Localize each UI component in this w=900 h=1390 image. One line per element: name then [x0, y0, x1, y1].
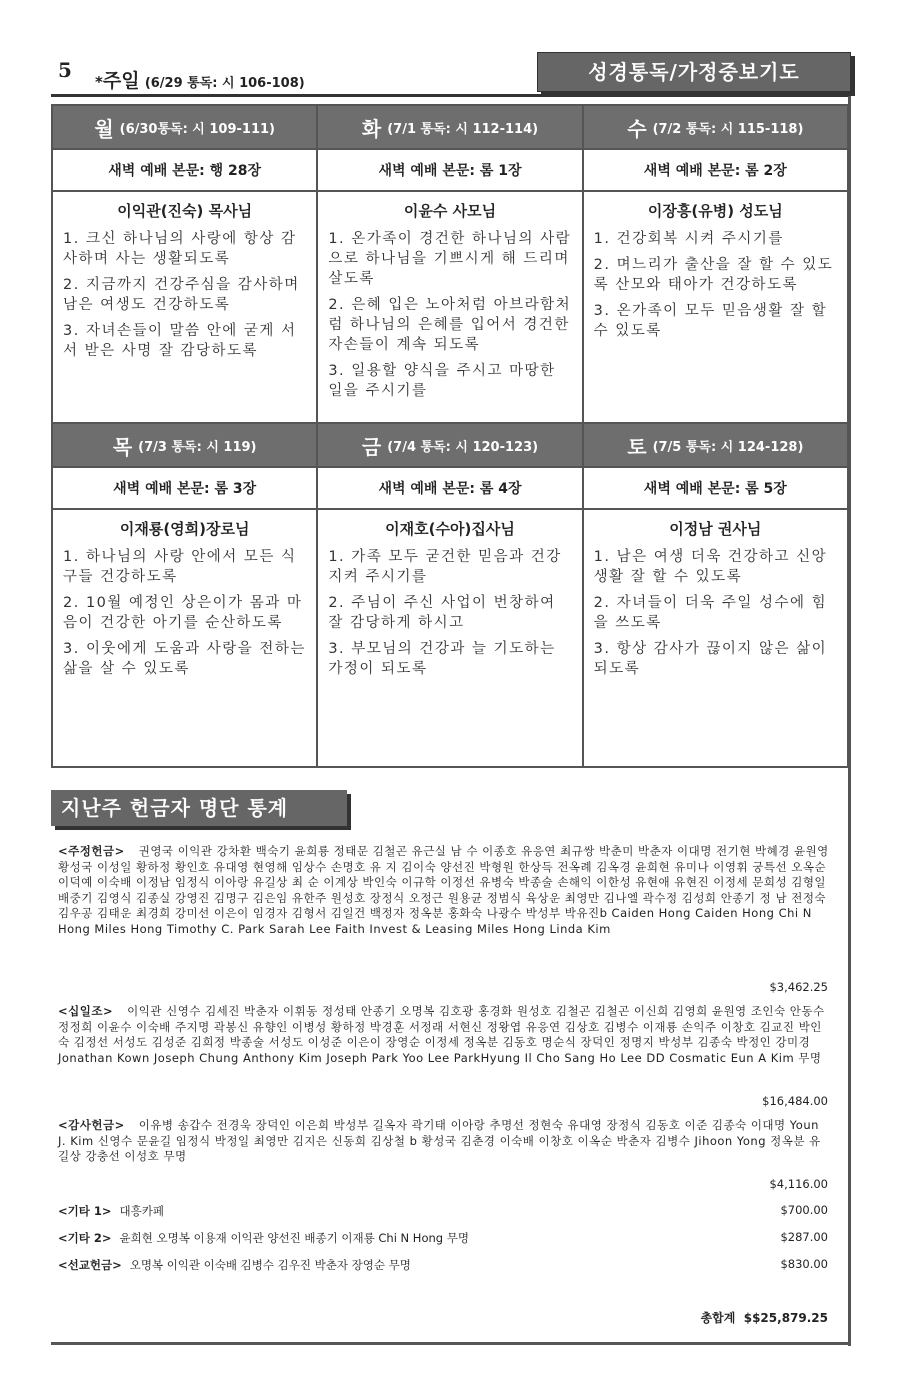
day-reading: (7/4 통독: 시 120-123) [387, 439, 539, 455]
scripture: 새벽 예배 본문: 롬 4장 [318, 466, 581, 510]
person-name: 이정남 권사님 [669, 520, 762, 538]
day-cell-mon [53, 106, 318, 422]
day-cell-wed [584, 106, 847, 422]
offering-names: 권영국 이익관 강차환 백숙기 윤희룡 정태문 김철곤 유근실 남 수 이종호 유응연 최규쌍 박춘미 박춘자 이대명 전기현 박혜경 윤원영 황성국 이성일 황하정 황인호 유대영 현영해 임상수 손명호 유 지 김이숙 양선진 박형원 한상득 전옥례 김옥경 윤희현 유미나 이영휘 궁특선 오옥순 이덕예 이숙배 이정남 임정식 이아랑 유길상 최 순 이계상 박인숙 이규학 이정선 유병숙 박종술 손해익 이한성 유현애 유현진 이정세 문희성 김형일 배중기 김영식 김종실 강영진 김명구 김은임 유한주 원성호 장정식 오정근 원용균 정범식 육상운 최영만 김나엘 곽수정 김성희 안종기 정 남 전정숙 김우공 김태운 최경희 강미선 이은이 임경자 김형서 김일건 백정자 정옥분 홍화숙 나광수 박성부 박유진b Caiden Hong Caiden Hong Chi N Hong Miles Hong Timothy C. Park Sarah Lee Faith Invest & Leasing Miles Hong Linda Kim [58, 844, 829, 936]
day-body [584, 192, 847, 422]
day-body [318, 510, 581, 766]
prayer-item: 1. 크신 하나님의 사랑에 항상 감사하며 사는 생활되도록 [63, 231, 297, 267]
prayer-item: 3. 부모님의 건강과 늘 기도하는 가정이 되도록 [328, 641, 556, 677]
person-name: 이재룡(영희)장로님 [119, 520, 250, 538]
prayer-list [53, 539, 316, 691]
offering-mission [58, 1257, 411, 1273]
prayer-item: 2. 10월 예정인 상은이가 몸과 마음이 건강한 아기를 순산하도록 [63, 595, 303, 631]
offering-names: 대흥카페 [119, 1204, 164, 1218]
offering-label: <기타 1> [58, 1204, 112, 1218]
prayer-list [584, 539, 847, 691]
prayer-list [53, 221, 316, 373]
offering-tithe [58, 844, 830, 937]
prayer-item: 3. 자녀손들이 말씀 안에 굳게 서서 받은 사명 잘 감당하도록 [63, 323, 297, 359]
header-title: 성경통독/가정중보기도 [537, 52, 851, 92]
prayer-item: 1. 남은 여생 더욱 건강하고 신앙생활 잘 할 수 있도록 [593, 549, 828, 585]
prayer-list [318, 221, 581, 413]
day-name: 목 [112, 434, 133, 459]
prayer-item: 1. 건강회복 시켜 주시기를 [593, 231, 784, 247]
day-header [318, 424, 581, 466]
offering-section-title: 지난주 헌금자 명단 통계 [51, 790, 347, 826]
day-body [318, 192, 581, 422]
offering-amount: $4,116.00 [769, 1177, 828, 1191]
offering-thanks [58, 1118, 830, 1165]
scripture: 새벽 예배 본문: 롬 1장 [318, 148, 581, 192]
offering-amount: $287.00 [780, 1230, 828, 1244]
day-name: 토 [627, 434, 647, 459]
scripture: 새벽 예배 본문: 행 28장 [53, 148, 316, 192]
day-header [318, 106, 581, 148]
prayer-item: 2. 은혜 입은 노아처럼 아브라함처럼 하나님의 은혜를 입어서 경건한 자손들이 계속 되도록 [328, 297, 572, 353]
total-label: 총합계 [700, 1311, 736, 1325]
day-body [53, 510, 316, 766]
prayer-grid [51, 104, 849, 768]
prayer-row-2 [53, 422, 847, 766]
scripture: 새벽 예배 본문: 롬 2장 [584, 148, 847, 192]
day-name: 수 [627, 116, 647, 141]
offering-sipiljo [58, 1004, 830, 1066]
day-reading: (6/30통독: 시 109-111) [119, 121, 276, 137]
offering-label: <기타 2> [58, 1231, 112, 1245]
page-number: 5 [58, 58, 72, 82]
day-reading: (7/3 통독: 시 119) [138, 439, 257, 455]
offering-label: <십일조> [58, 1004, 114, 1018]
offering-names: 윤희현 오명복 이용재 이익관 양선진 배종기 이재룡 Chi N Hong 무명 [119, 1231, 469, 1245]
prayer-list [584, 221, 847, 353]
sunday-star: * [95, 73, 103, 91]
day-header [53, 424, 316, 466]
day-cell-sat [584, 424, 847, 766]
prayer-item: 1. 가족 모두 굳건한 믿음과 건강 지켜 주시기를 [328, 549, 562, 585]
offering-names: 오명복 이익관 이숙배 김병수 김우진 박춘자 장영순 무명 [129, 1258, 411, 1272]
offering-amount: $700.00 [780, 1203, 828, 1217]
prayer-item: 3. 항상 감사가 끊이지 않은 삶이 되도록 [593, 641, 828, 677]
day-header [584, 106, 847, 148]
sunday-reading-text: (6/29 통독: 시 106-108) [144, 76, 305, 91]
prayer-item: 2. 며느리가 출산을 잘 할 수 있도록 산모와 태아가 건강하도록 [593, 257, 834, 293]
scripture: 새벽 예배 본문: 롬 5장 [584, 466, 847, 510]
prayer-row-1 [53, 106, 847, 422]
offering-total [701, 1309, 828, 1326]
day-header [584, 424, 847, 466]
prayer-item: 3. 이웃에게 도움과 사랑을 전하는 삶을 살 수 있도록 [63, 641, 306, 677]
day-body [53, 192, 316, 422]
day-cell-thu [53, 424, 318, 766]
day-cell-tue [318, 106, 583, 422]
offering-names: 이익관 신영수 김세진 박춘자 이휘동 정성태 안종기 오명복 김호광 홍경화 원성호 김철곤 김철곤 이신희 김영희 윤원영 조인숙 안동수 정정희 이윤수 이숙배 주지명 곽봉신 유향인 이병성 황하정 박경훈 서정래 서현신 정왕엽 유응연 김상호 김병수 이재룡 손익주 이창호 김교진 박인숙 김정선 서성도 김성준 김희정 박종술 서성도 이성준 이은이 장영순 이정세 정옥분 김동호 명순식 장덕인 정명지 박성부 김종숙 박정인 강미경 Jonathan Kown Joseph Chung Anthony Kim Joseph Park Yoo Lee ParkHyung Il Cho Sang Ho Lee DD Cosmatic Eun A Kim 무명 [58, 1004, 825, 1065]
day-body [584, 510, 847, 766]
sunday-label: 주일 [102, 70, 140, 92]
top-divider [51, 94, 851, 97]
offering-label: <감사헌금> [58, 1118, 125, 1132]
offering-other1 [58, 1203, 164, 1219]
offering-amount: $3,462.25 [769, 980, 828, 994]
day-reading: (7/1 통독: 시 112-114) [387, 121, 539, 137]
day-name: 월 [94, 116, 114, 141]
prayer-item: 1. 하나님의 사랑 안에서 모든 식구들 건강하도록 [63, 549, 297, 585]
bottom-divider [51, 1342, 851, 1345]
offering-amount: $830.00 [780, 1257, 828, 1271]
sunday-reading [95, 66, 305, 93]
prayer-item: 1. 온가족이 경건한 하나님의 사람으로 하나님을 기쁘시게 해 드리며 살도록 [328, 231, 572, 287]
prayer-item: 2. 자녀들이 더욱 주일 성수에 힘을 쓰도록 [593, 595, 828, 631]
offering-amount: $16,484.00 [762, 1094, 828, 1108]
person-name: 이장흥(유병) 성도님 [647, 202, 783, 220]
day-header [53, 106, 316, 148]
day-cell-fri [318, 424, 583, 766]
prayer-item: 3. 일용할 양식을 주시고 마땅한 일을 주시기를 [328, 363, 556, 399]
day-reading: (7/2 통독: 시 115-118) [652, 121, 804, 137]
total-amount: $$25,879.25 [743, 1311, 828, 1325]
person-name: 이재호(수아)집사님 [385, 520, 515, 538]
prayer-item: 2. 주님이 주신 사업이 번창하여 잘 감당하게 하시고 [328, 595, 556, 631]
offering-other2 [58, 1230, 469, 1246]
person-name: 이윤수 사모님 [403, 202, 497, 220]
prayer-item: 2. 지금까지 건강주심을 감사하며 남은 여생도 건강하도록 [63, 277, 300, 313]
scripture: 새벽 예배 본문: 롬 3장 [53, 466, 316, 510]
person-name: 이익관(진숙) 목사님 [117, 202, 253, 220]
prayer-item: 3. 온가족이 모두 믿음생활 잘 할 수 있도록 [593, 303, 828, 339]
offering-label: <주정헌금> [58, 844, 125, 858]
offering-names: 이유병 송갑수 전경욱 장덕인 이은희 박성부 길옥자 곽기태 이아랑 추명선 정현숙 유대영 장정식 김동호 이준 김종숙 이대명 Youn J. Kim 신영수 문윤길 임정식 박정일 최영만 김지은 신동희 김상철 b 황성국 김춘경 이숙배 이창호 이옥순 박춘자 김병수 Jihoon Yong 정옥분 유길상 강충선 이성호 무명 [58, 1118, 821, 1163]
day-name: 화 [361, 116, 382, 141]
prayer-list [318, 539, 581, 691]
day-reading: (7/5 통독: 시 124-128) [652, 439, 804, 455]
offering-label: <선교헌금> [58, 1258, 122, 1272]
day-name: 금 [361, 434, 382, 459]
